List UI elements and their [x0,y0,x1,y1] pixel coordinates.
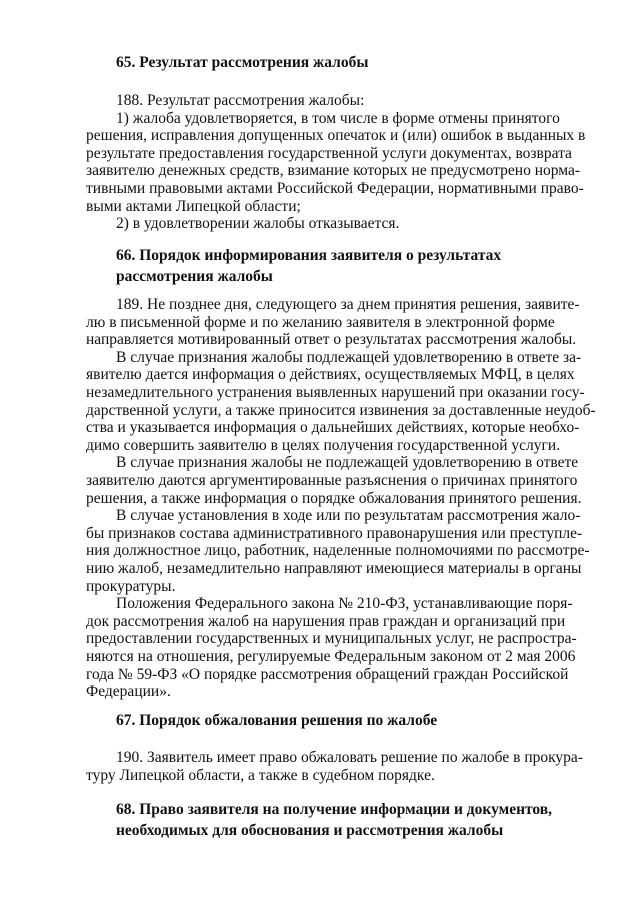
section-65-heading: 65. Результат рассмотрения жалобы [116,54,369,71]
paragraph-188-line: 188. Результат рассмотрения жалобы: [116,92,365,109]
paragraph-189-line: лю в письменной форме и по желанию заявителя в электронной форме [86,313,555,331]
section-65-body [116,92,613,127]
paragraph-law-line: предоставлении государственных и муниципальных услуг, не распростра- [86,630,577,648]
paragraph-satisfied-line: дарственной услуги, а также приносится извинения за доставленные неудоб- [86,401,596,419]
paragraph-188-line: заявителю денежных средств, взимание которых не предусмотрено норма- [86,162,581,180]
paragraph-not-satisfied-line: решения, а также информация о порядке обжалования принятого решения. [86,489,582,507]
section-65-item-2 [116,215,613,233]
paragraph-violation-first [116,507,613,525]
paragraph-188-line: решения, исправления допущенных опечаток и (или) ошибок в выданных в [86,127,586,145]
paragraph-satisfied-line: димо совершить заявителю в целях получения государственной услуги. [86,436,561,454]
paragraph-satisfied-line: явителю дается информация о действиях, осуществляемых МФЦ, в целях [86,366,575,384]
section-68-heading [116,799,552,841]
paragraph-violation-line: бы признаков состава административного правонарушения или преступле- [86,524,583,542]
paragraph-188-line: результате предоставления государственной услуги документах, возврата [86,144,572,162]
paragraph-violation-line: В случае установления в ходе или по результатам рассмотрения жало- [116,507,581,525]
paragraph-189-first [116,296,613,314]
section-68-heading-line: необходимых для обоснования и рассмотрения жалобы [116,822,504,839]
paragraph-satisfied-cont [86,366,613,454]
paragraph-189-line: направляется мотивированный ответ о результатах рассмотрения жалобы. [86,331,577,349]
paragraph-188-line: выми актами Липецкой области; [86,197,301,215]
paragraph-not-satisfied-first [116,454,613,472]
section-66-heading-line: 66. Порядок информирования заявителя о результатах [116,247,502,264]
paragraph-satisfied-line: ства и указывается информация о дальнейших действиях, которые необхо- [86,419,580,437]
paragraph-190-line: 190. Заявитель имеет право обжаловать решение по жалобе в прокура- [116,749,583,766]
section-67-heading: 67. Порядок обжалования решения по жалобе [116,712,438,729]
paragraph-law-first [116,595,613,613]
paragraph-violation-line: нию жалоб, незамедлительно направляют имеющиеся материалы в органы [86,559,582,577]
paragraph-law-line: Федерации». [86,683,171,701]
paragraph-188-line: 1) жалоба удовлетворяется, в том числе в форме отмены принятого [116,109,560,127]
paragraph-190-first [116,749,613,767]
paragraph-satisfied-line: незамедлительного устранения выявленных нарушений при оказании госу- [86,383,585,401]
paragraph-189-cont [86,314,613,349]
paragraph-satisfied-first [116,349,613,367]
paragraph-not-satisfied-line: заявителю даются аргументированные разъяснения о причинах принятого [86,472,578,489]
paragraph-190-cont [86,767,613,785]
paragraph-law-line: няются на отношения, регулируемые Федеральным законом от 2 мая 2006 [86,647,576,665]
section-65-body-cont [86,127,613,215]
section-66-heading-line: рассмотрения жалобы [116,268,273,285]
section-68-heading-line: 68. Право заявителя на получение информации и документов, [116,801,553,818]
paragraph-satisfied-line: В случае признания жалобы подлежащей удовлетворению в ответе за- [116,348,582,366]
paragraph-188-line: 2) в удовлетворении жалобы отказывается. [116,215,400,233]
paragraph-188-line: тивными правовыми актами Российской Федерации, нормативными право- [86,179,584,197]
paragraph-law-line: Положения Федерального закона № 210-ФЗ, устанавливающие поря- [116,595,573,613]
paragraph-law-cont [86,613,613,701]
paragraph-violation-line: прокуратуры. [86,577,176,595]
paragraph-law-line: года № 59-ФЗ «О порядке рассмотрения обращений граждан Российской [86,665,569,683]
paragraph-law-line: док рассмотрения жалоб на нарушения прав граждан и организаций при [86,612,566,630]
paragraph-189-line: 189. Не позднее дня, следующего за днем принятия решения, заявите- [116,296,580,313]
paragraph-190-line: туру Липецкой области, а также в судебном порядке. [86,766,435,784]
paragraph-not-satisfied-cont [86,472,613,507]
paragraph-not-satisfied-line: В случае признания жалобы не подлежащей удовлетворению в ответе [116,454,579,472]
paragraph-violation-line: ния должностное лицо, работник, наделенные полномочиями по рассмотре- [86,542,590,560]
paragraph-violation-cont [86,525,613,595]
section-66-heading [116,245,501,287]
